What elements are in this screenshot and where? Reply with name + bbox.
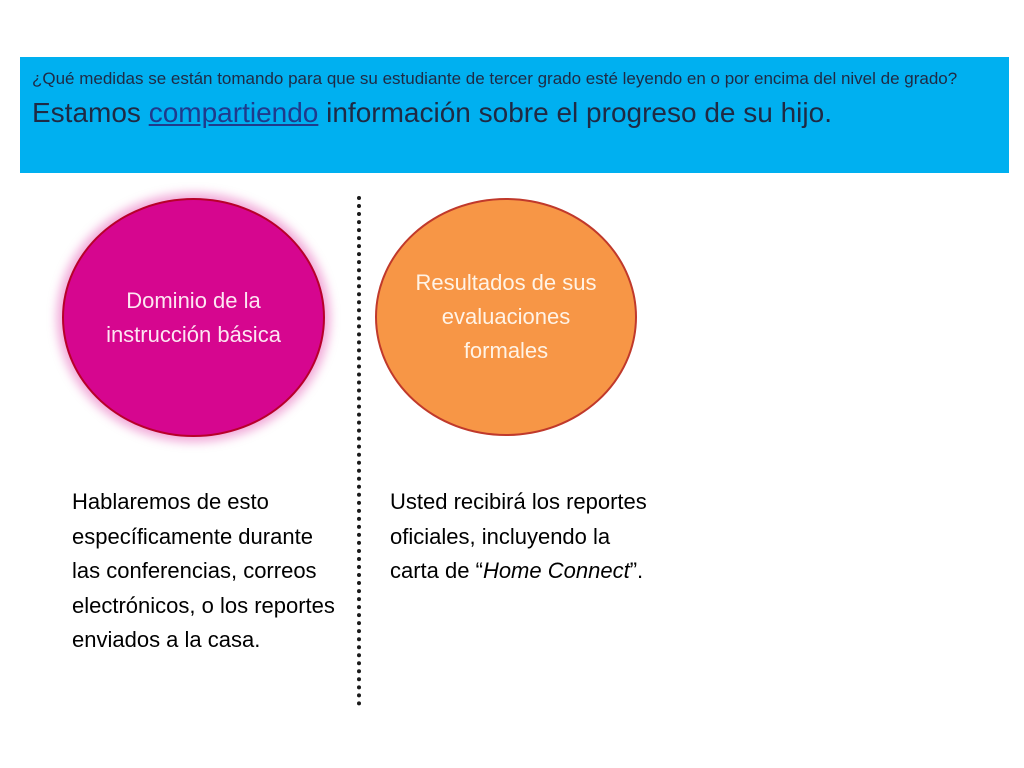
headline <box>32 95 997 131</box>
headline-start: Estamos <box>32 97 149 128</box>
home-connect-text: Home Connect <box>482 558 630 583</box>
left-description: Hablaremos de esto específicamente durante las conferencias, correos electrónicos, o los reportes enviados a la casa. <box>72 489 335 652</box>
right-description <box>390 485 660 589</box>
right-description-end: ”. <box>629 558 644 583</box>
question-text: ¿Qué medidas se están tomando para que su estudiante de tercer grado esté leyendo en o por encima del nivel de grado? <box>32 69 958 88</box>
basic-instruction-circle <box>62 198 325 437</box>
formal-assessments-circle <box>375 198 637 436</box>
formal-assessments-label: Resultados de sus evaluaciones formales <box>415 270 597 363</box>
dotted-divider <box>357 196 361 706</box>
headline-end: información sobre el progreso de su hijo. <box>318 97 832 128</box>
basic-instruction-label: Dominio de la instrucción básica <box>106 287 281 347</box>
headline-highlight: compartiendo <box>148 97 319 128</box>
header-banner <box>20 57 1009 173</box>
right-description-start: Usted recibirá los reportes oficiales, incluyendo la carta de “ <box>390 489 647 583</box>
